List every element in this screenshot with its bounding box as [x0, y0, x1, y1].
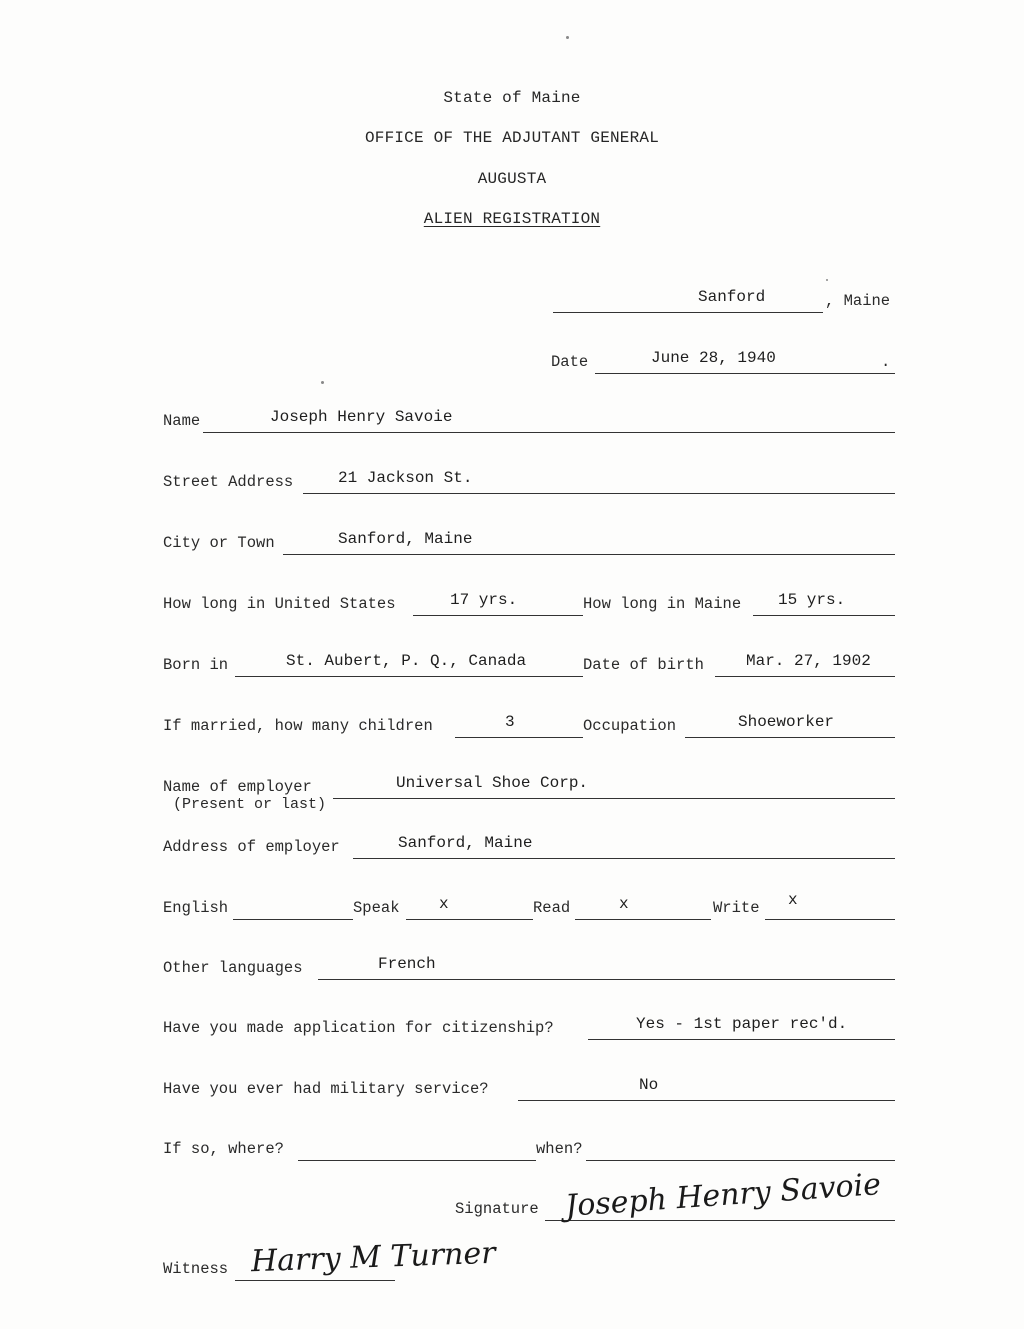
date-value: June 28, 1940 — [651, 349, 776, 367]
maine-long-value: 15 yrs. — [778, 591, 846, 609]
name-label: Name — [163, 412, 201, 430]
place-town: Sanford — [698, 288, 766, 306]
write-label: Write — [713, 899, 760, 917]
write-line[interactable] — [765, 899, 895, 920]
scan-speck — [826, 279, 828, 281]
us-long-value: 17 yrs. — [450, 591, 518, 609]
children-value: 3 — [505, 713, 515, 731]
military-line[interactable] — [518, 1080, 895, 1101]
when-line[interactable] — [586, 1140, 895, 1161]
where-line[interactable] — [298, 1140, 536, 1161]
maine-long-label: How long in Maine — [583, 595, 742, 613]
scan-speck — [566, 36, 569, 39]
employer-sublabel: (Present or last) — [173, 796, 327, 813]
read-label: Read — [533, 899, 571, 917]
citizenship-label: Have you made application for citizenship? — [163, 1019, 554, 1037]
header-title — [0, 210, 1024, 228]
citizenship-value: Yes - 1st paper rec'd. — [636, 1015, 848, 1033]
speak-line[interactable] — [406, 899, 533, 920]
street-label: Street Address — [163, 473, 294, 491]
other-lang-label: Other languages — [163, 959, 303, 977]
witness-handwriting: Harry M Turner — [250, 1235, 497, 1280]
name-value: Joseph Henry Savoie — [270, 408, 453, 426]
scan-speck — [321, 381, 324, 384]
occupation-value: Shoeworker — [738, 713, 835, 731]
header-city: AUGUSTA — [477, 170, 547, 188]
employer-addr-value: Sanford, Maine — [398, 834, 533, 852]
place-line[interactable] — [553, 292, 823, 313]
english-line[interactable] — [233, 899, 353, 920]
read-line[interactable] — [575, 899, 711, 920]
where-label: If so, where? — [163, 1140, 284, 1158]
employer-value: Universal Shoe Corp. — [396, 774, 589, 792]
date-end: . — [881, 353, 891, 371]
occupation-label: Occupation — [583, 717, 677, 735]
write-value: x — [788, 891, 798, 909]
place-suffix: , Maine — [825, 292, 891, 310]
signature-label: Signature — [455, 1200, 539, 1218]
dob-label: Date of birth — [583, 656, 704, 674]
employer-addr-label: Address of employer — [163, 838, 340, 856]
military-value: No — [639, 1076, 659, 1094]
employer-label: Name of employer — [163, 778, 312, 796]
city-label: City or Town — [163, 534, 275, 552]
signature-handwriting: Joseph Henry Savoie — [564, 1167, 883, 1224]
header-state: State of Maine — [443, 89, 581, 107]
military-label: Have you ever had military service? — [163, 1080, 489, 1098]
born-value: St. Aubert, P. Q., Canada — [286, 652, 527, 670]
speak-value: x — [439, 895, 449, 913]
born-label: Born in — [163, 656, 229, 674]
other-lang-value: French — [378, 955, 436, 973]
dob-value: Mar. 27, 1902 — [746, 652, 871, 670]
english-label: English — [163, 899, 229, 917]
children-line[interactable] — [455, 717, 583, 738]
city-value: Sanford, Maine — [338, 530, 473, 548]
date-label: Date — [551, 353, 589, 371]
read-value: x — [619, 895, 629, 913]
form-title: ALIEN REGISTRATION — [423, 210, 601, 228]
us-long-label: How long in United States — [163, 595, 396, 613]
header-office: OFFICE OF THE ADJUTANT GENERAL — [364, 129, 660, 147]
witness-label: Witness — [163, 1260, 229, 1278]
speak-label: Speak — [353, 899, 400, 917]
when-label: when? — [536, 1140, 583, 1158]
children-label: If married, how many children — [163, 717, 433, 735]
street-value: 21 Jackson St. — [338, 469, 473, 487]
